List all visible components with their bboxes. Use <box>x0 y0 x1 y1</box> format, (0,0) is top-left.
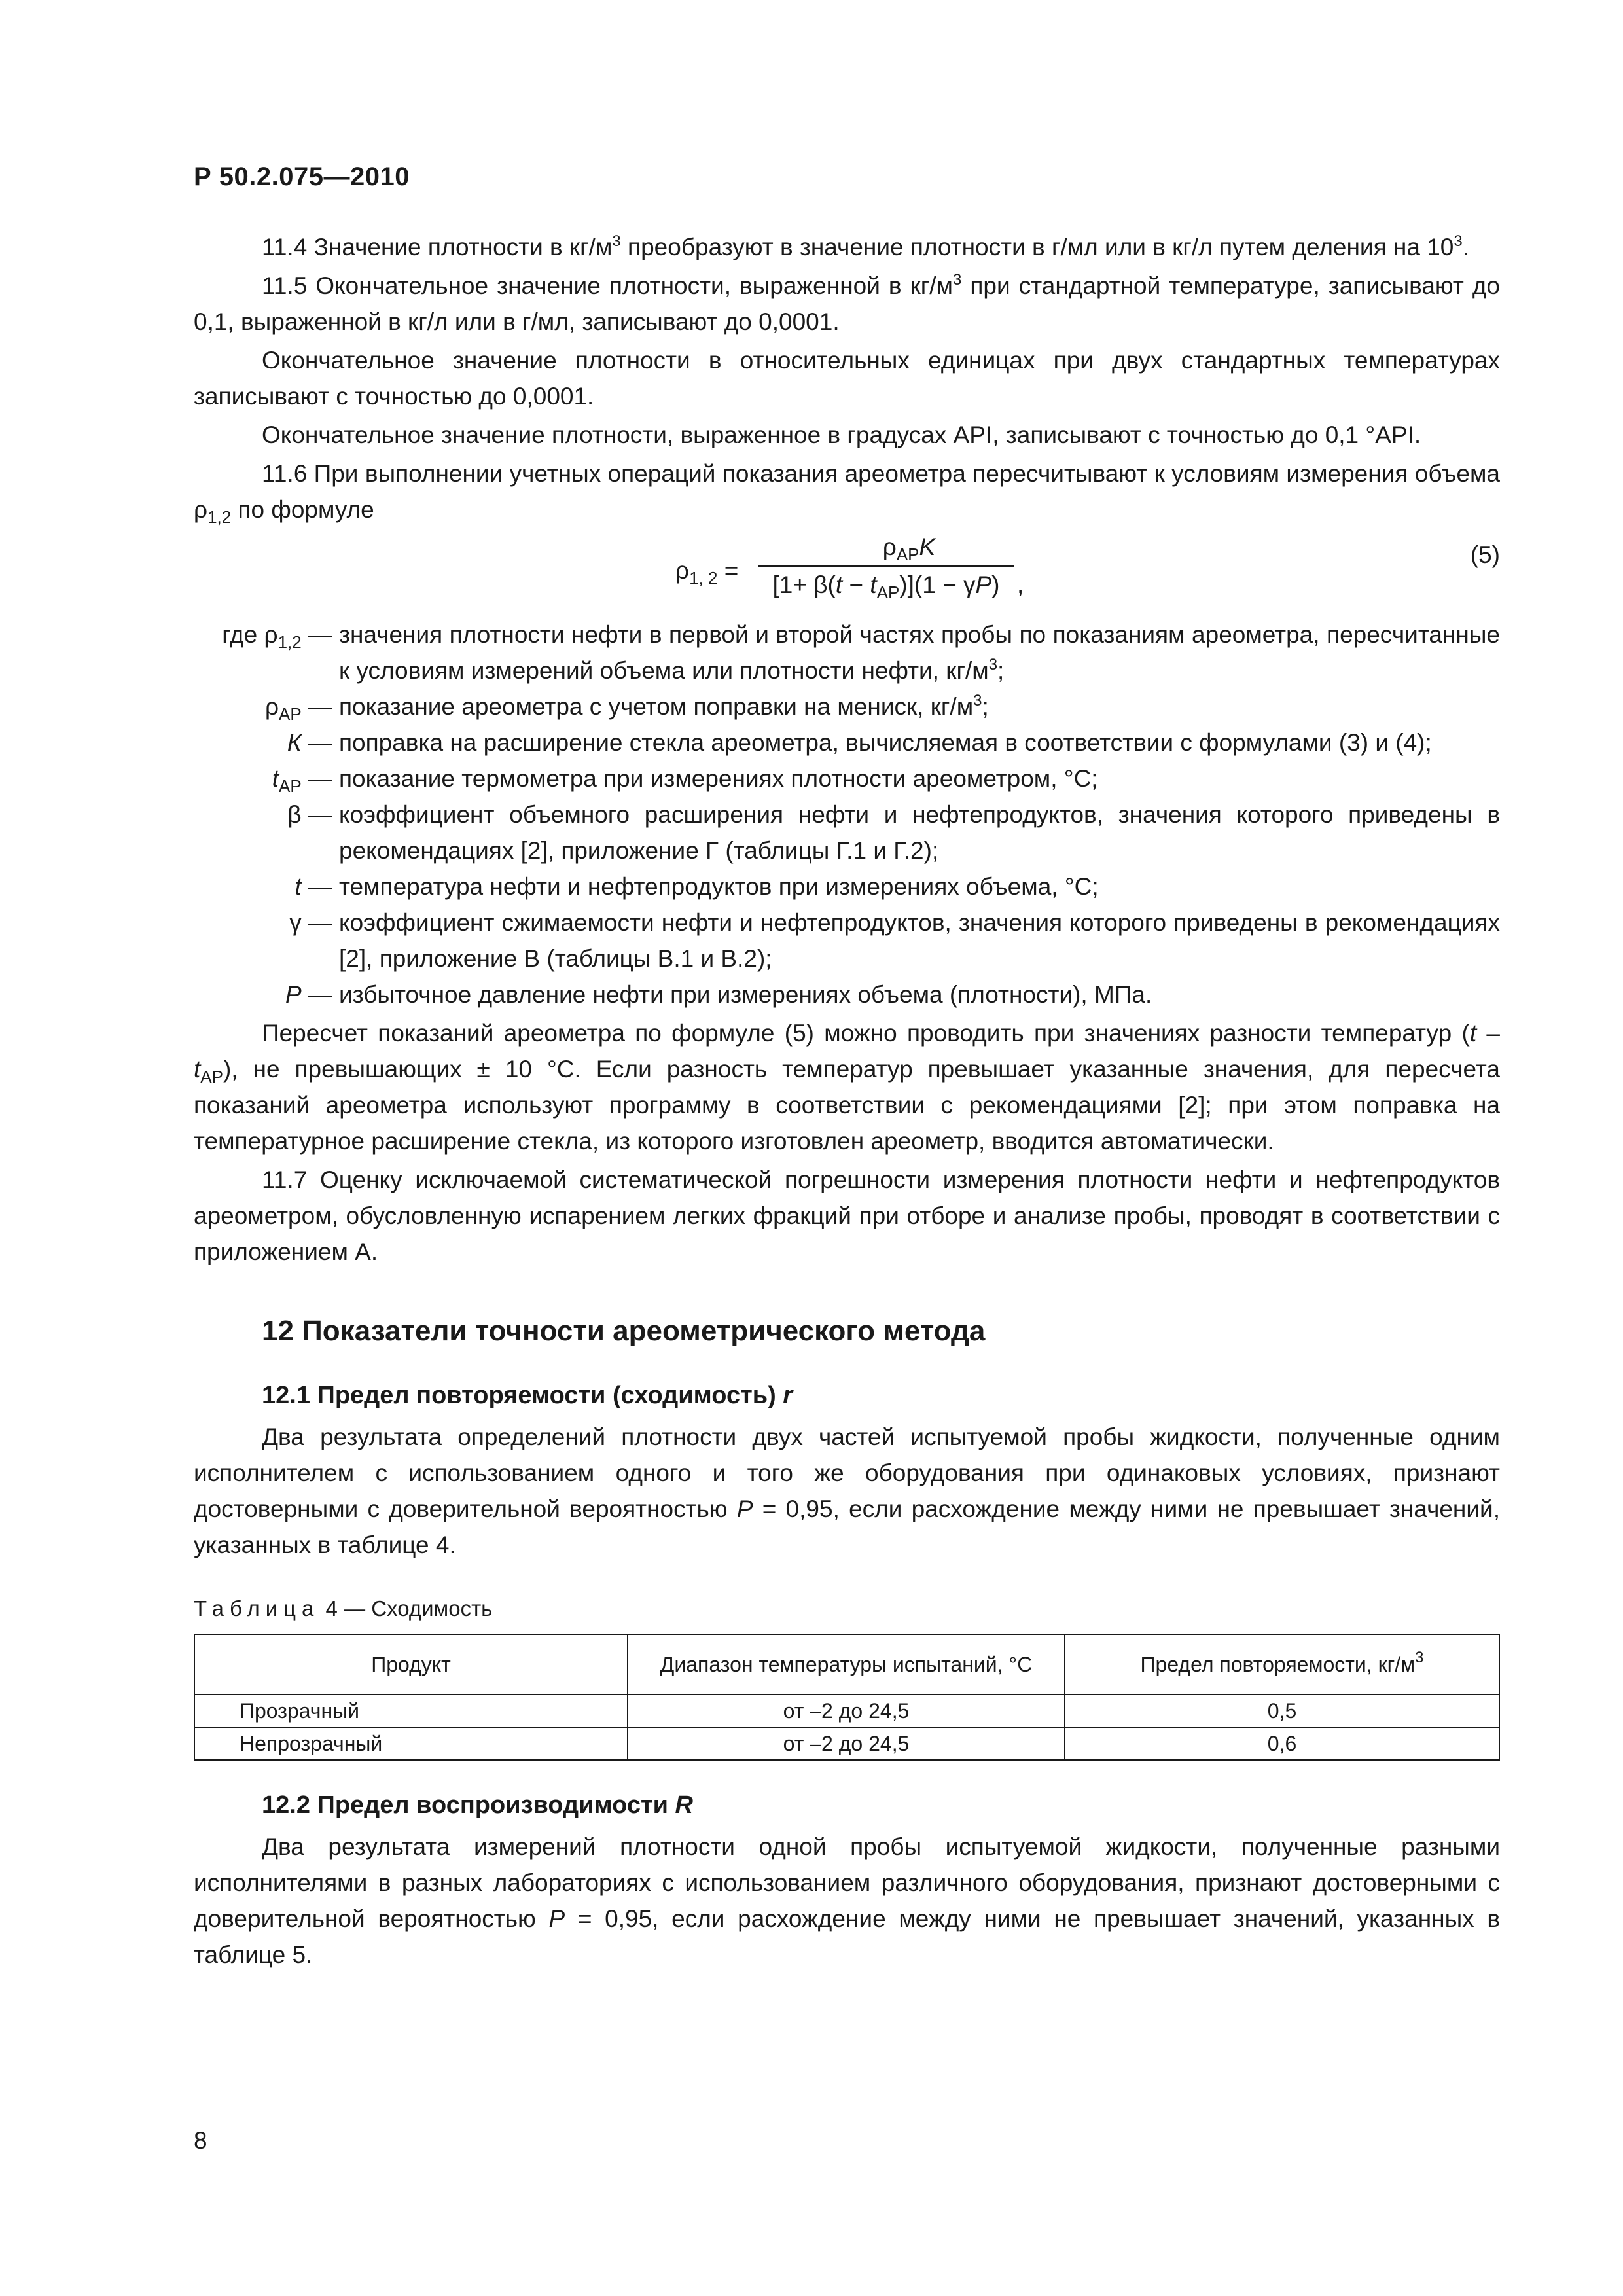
definition-text: коэффициент объемного расширения нефти и нефтепродуктов, значения которого приведены в рекомендациях [2], приложение Г (таблицы Г.1 и Г.2); <box>339 801 1500 864</box>
paragraph-12-1: Два результата определений плотности двух частей испытуемой пробы жидкости, полученные одним исполнителем с использованием одного и того же оборудования при одинаковых условиях, признают достоверными с доверительной вероятностью Р = 0,95, если расхождение между ними не превышает значений, указанных в таблице 4. <box>194 1424 1500 1558</box>
formula-lhs: $\rho_{1, 2}$ = <box>675 557 739 588</box>
table-cell: 0,5 <box>1065 1695 1499 1727</box>
paragraph-api-density: Окончательное значение плотности, выраженное в градусах API, записывают с точностью до 0,1 °API. <box>262 422 1421 448</box>
formula-5 <box>194 530 1500 613</box>
document-header: Р 50.2.075—2010 <box>194 162 410 191</box>
table-cell: Непрозрачный <box>194 1727 628 1760</box>
definition-symbol: $t_{АР}$ — <box>272 765 332 796</box>
definition-item <box>194 689 1500 725</box>
definition-text: температура нефти и нефтепродуктов при измерениях объема, °С; <box>339 873 1099 900</box>
definition-symbol: Р — <box>285 981 332 1008</box>
formula-numerator: $\rho_{АР}K$ <box>882 533 936 564</box>
table-row <box>194 1727 1499 1760</box>
definition-symbol: β — <box>287 801 332 828</box>
table-4-caption: Таблица 4 — Сходимость <box>194 1596 493 1621</box>
formula-number: (5) <box>1470 541 1500 568</box>
page-number: 8 <box>194 2127 207 2154</box>
subsection-12-2-heading: 12.2 Предел воспроизводимости R <box>262 1791 693 1819</box>
symbol-definitions <box>194 617 1500 1013</box>
definition-text: коэффициент сжимаемости нефти и нефтепродуктов, значения которого приведены в рекомендациях [2], приложение В (таблицы В.1 и В.2); <box>339 909 1500 972</box>
definition-symbol: γ — <box>289 909 332 936</box>
table-header-cell: Предел повторяемости, $кг/м^3$ <box>1065 1634 1499 1695</box>
table-4-repeatability <box>194 1634 1500 1761</box>
definition-item <box>194 869 1500 905</box>
definition-symbol: $\rho_{АР}$ — <box>264 693 332 724</box>
formula-comma: , <box>1017 571 1024 598</box>
table-cell: Прозрачный <box>194 1695 628 1727</box>
section-12-heading: 12 Показатели точности ареометрического метода <box>262 1315 986 1347</box>
paragraph-recalculation: Пересчет показаний ареометра по формуле (5) можно проводить при значениях разности температур $(t - t_{АР})$, не превышающих ± 10 °С. Если разность температур превышает указанные значения, для пересчета показаний ареометра используют программу в соответствии с рекомендациями [2]; при этом поправка на температурное расширение стекла, из которого изготовлен ареометр, вводится автоматически. <box>194 1020 1501 1155</box>
definition-text: показание ареометра с учетом поправки на мениск, $кг/м^3$; <box>339 692 989 720</box>
subsection-12-1-heading: 12.1 Предел повторяемости (сходимость) r <box>262 1382 793 1409</box>
definition-item <box>194 617 1500 689</box>
definition-item <box>194 977 1500 1013</box>
document-body <box>194 229 1500 1975</box>
table-cell: от –2 до 24,5 <box>628 1727 1065 1760</box>
definition-item <box>194 725 1500 761</box>
definition-symbol: К — <box>287 729 332 756</box>
definition-item <box>194 797 1500 869</box>
table-cell: 0,6 <box>1065 1727 1499 1760</box>
definition-item <box>194 761 1500 797</box>
document-page <box>194 0 1500 2296</box>
table-header-row <box>194 1634 1499 1695</box>
formula-fraction <box>758 530 1014 602</box>
formula-denominator: $[1+ \beta(t - t_{АР})](1 - \gamma P)$ <box>772 571 1000 602</box>
definition-symbol: где $\rho_{1,2}$ — <box>222 621 332 652</box>
definition-text: поправка на расширение стекла ареометра, вычисляемая в соответствии с формулами (3) и (4); <box>339 729 1432 756</box>
definition-item <box>194 905 1500 977</box>
paragraph-11-5: 11.5 Окончательное значение плотности, выраженной в $кг/м^3$ при стандартной температуре, записывают до 0,1, выраженной в кг/л или в г/мл, записывают до 0,0001. <box>194 271 1500 335</box>
paragraph-relative-density: Окончательное значение плотности в относительных единицах при двух стандартных температурах записывают с точностью до 0,0001. <box>194 347 1500 410</box>
paragraph-11-4: 11.4 Значение плотности в $кг/м^3$ преобразуют в значение плотности в г/мл или в кг/л путем деления на $10^3$. <box>262 232 1469 260</box>
definition-text: избыточное давление нефти при измерениях объема (плотности), МПа. <box>339 981 1152 1008</box>
paragraph-12-2: Два результата измерений плотности одной пробы испытуемой жидкости, полученные разными исполнителями в разных лабораториях с использованием различного оборудования, признают достоверными с доверительной вероятностью Р = 0,95, если расхождение между ними не превышает значений, указанных в таблице 5. <box>194 1833 1501 1968</box>
table-header-cell: Диапазон температуры испытаний, °С <box>628 1634 1065 1695</box>
table-cell: от –2 до 24,5 <box>628 1695 1065 1727</box>
table-row <box>194 1695 1499 1727</box>
definition-text: значения плотности нефти в первой и второй частях пробы по показаниям ареометра, пересчитанные к условиям измерений объема или плотности нефти, $кг/м^3$; <box>339 621 1500 684</box>
paragraph-11-7: 11.7 Оценку исключаемой систематической погрешности измерения плотности нефти и нефтепродуктов ареометром, обусловленную испарением легких фракций при отборе и анализе пробы, проводят в соответствии с приложением А. <box>194 1166 1500 1265</box>
definition-text: показание термометра при измерениях плотности ареометром, °С; <box>339 765 1098 792</box>
table-header-cell: Продукт <box>194 1634 628 1695</box>
fraction-bar <box>758 565 1014 567</box>
paragraph-11-6: 11.6 При выполнении учетных операций показания ареометра пересчитывают к условиям измерения объема $\rho_{1,2}$ по формуле <box>194 460 1500 527</box>
definition-symbol: t — <box>294 873 332 900</box>
